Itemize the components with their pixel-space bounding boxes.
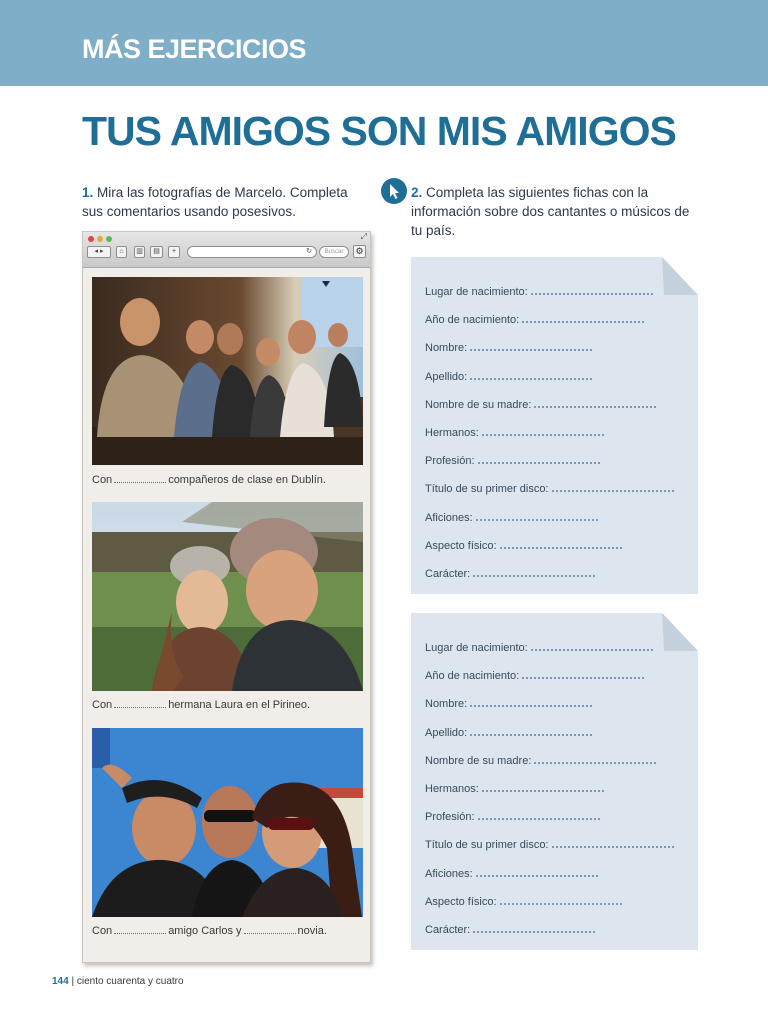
answer-line[interactable] (470, 698, 592, 707)
resize-icon: ⤢ (360, 232, 367, 241)
answer-line[interactable] (478, 455, 600, 464)
book-icon: ▥ (134, 246, 145, 258)
exercise-2-number: 2. (411, 185, 423, 200)
card-field (425, 811, 600, 823)
card-field (425, 371, 592, 383)
photo-friend-carlos (92, 728, 363, 917)
browser-toolbar (83, 232, 370, 268)
bookmark-icon: ▤ (150, 246, 163, 258)
card-field-label: Aspecto físico: (425, 539, 497, 552)
photo-classmates-dublin (92, 277, 363, 465)
card-field-label: Apellido: (425, 726, 468, 739)
card-field-label: Título de su primer disco: (425, 483, 549, 496)
card-field (425, 427, 604, 439)
card-field (425, 455, 600, 467)
section-header-band (0, 0, 768, 86)
search-field: Buscar (319, 246, 349, 258)
card-field (425, 783, 604, 795)
card-field (425, 540, 622, 552)
card-field-label: Lugar de nacimiento: (425, 642, 528, 654)
card-field (425, 670, 644, 682)
card-field-label: Año de nacimiento: (425, 670, 520, 683)
answer-line[interactable] (500, 540, 622, 549)
page-title: TUS AMIGOS SON MIS AMIGOS (82, 108, 676, 154)
answer-line[interactable] (482, 783, 604, 792)
card-field-label: Nombre: (425, 698, 468, 711)
card-field (425, 286, 653, 298)
add-tab-icon: + (168, 246, 180, 258)
card-field (425, 839, 674, 851)
musician-card-2 (411, 613, 698, 950)
card-field-label: Carácter: (425, 568, 471, 580)
zoom-dot-icon (106, 236, 112, 242)
answer-blank[interactable] (114, 473, 166, 483)
card-field-label: Nombre: (425, 342, 468, 355)
page-number-text: | ciento cuarenta y cuatro (71, 976, 184, 987)
answer-line[interactable] (531, 286, 653, 295)
answer-line[interactable] (522, 670, 644, 679)
answer-line[interactable] (500, 896, 622, 905)
card-field (425, 568, 595, 580)
answer-line[interactable] (470, 342, 592, 351)
card-field-label: Año de nacimiento: (425, 314, 520, 327)
answer-line[interactable] (522, 314, 644, 323)
minimize-dot-icon (97, 236, 103, 242)
card-field-label: Hermanos: (425, 783, 479, 795)
card-field-label: Aficiones: (425, 511, 473, 524)
card-field (425, 755, 656, 767)
page-fold-icon (662, 613, 698, 651)
card-field (425, 314, 644, 326)
browser-window (82, 231, 371, 963)
section-label: MÁS EJERCICIOS (82, 34, 307, 64)
exercise-2-text: Completa las siguientes fichas con la información sobre dos cantantes o músicos de tu país. (411, 185, 690, 238)
answer-line[interactable] (534, 399, 656, 408)
card-field (425, 727, 592, 739)
card-field (425, 896, 622, 908)
card-field (425, 483, 674, 495)
card-field-label: Hermanos: (425, 427, 479, 439)
card-field (425, 868, 598, 880)
answer-blank[interactable] (114, 924, 166, 934)
answer-blank[interactable] (114, 698, 166, 708)
answer-line[interactable] (531, 642, 653, 651)
card-field-label: Aspecto físico: (425, 895, 497, 908)
answer-line[interactable] (534, 755, 656, 764)
card-field (425, 698, 592, 710)
card-field-label: Nombre de su madre: (425, 398, 532, 411)
card-field (425, 924, 595, 936)
page-fold-icon (662, 257, 698, 295)
answer-line[interactable] (476, 512, 598, 521)
answer-line[interactable] (470, 727, 592, 736)
card-field-label: Profesión: (425, 811, 475, 824)
exercise-1-text: Mira las fotografías de Marcelo. Completa sus comentarios usando posesivos. (82, 185, 348, 219)
back-forward-icon: ◂ ▸ (87, 246, 111, 258)
answer-line[interactable] (476, 868, 598, 877)
card-field (425, 399, 656, 411)
answer-line[interactable] (552, 839, 674, 848)
card-field-label: Título de su primer disco: (425, 839, 549, 852)
answer-line[interactable] (473, 924, 595, 933)
gear-icon: ⚙ (353, 245, 366, 258)
url-field: ↻ (187, 246, 317, 258)
musician-card-1 (411, 257, 698, 594)
photo-sister-pyrenees (92, 502, 363, 691)
answer-line[interactable] (482, 427, 604, 436)
home-icon: ⌂ (116, 246, 127, 258)
caption-1: Con compañeros de clase en Dublín. (92, 474, 326, 486)
close-dot-icon (88, 236, 94, 242)
answer-line[interactable] (478, 811, 600, 820)
exercise-2-instruction (411, 183, 701, 240)
page-footer (52, 976, 184, 987)
card-field (425, 512, 598, 524)
caption-2: Con hermana Laura en el Pirineo. (92, 699, 311, 711)
answer-line[interactable] (552, 483, 674, 492)
card-field-label: Profesión: (425, 455, 475, 468)
answer-line[interactable] (470, 371, 592, 380)
page-number: 144 (52, 976, 69, 987)
card-field-label: Carácter: (425, 924, 471, 936)
card-field (425, 642, 653, 654)
caption-3: Con amigo Carlos y novia. (92, 925, 327, 937)
exercise-1-number: 1. (82, 185, 94, 200)
card-field-label: Aficiones: (425, 867, 473, 880)
answer-line[interactable] (473, 568, 595, 577)
cursor-icon (381, 178, 407, 204)
card-field-label: Apellido: (425, 370, 468, 383)
card-field-label: Nombre de su madre: (425, 754, 532, 767)
card-field (425, 342, 592, 354)
answer-blank[interactable] (244, 924, 296, 934)
card-field-label: Lugar de nacimiento: (425, 286, 528, 298)
exercise-1-instruction (82, 183, 362, 221)
